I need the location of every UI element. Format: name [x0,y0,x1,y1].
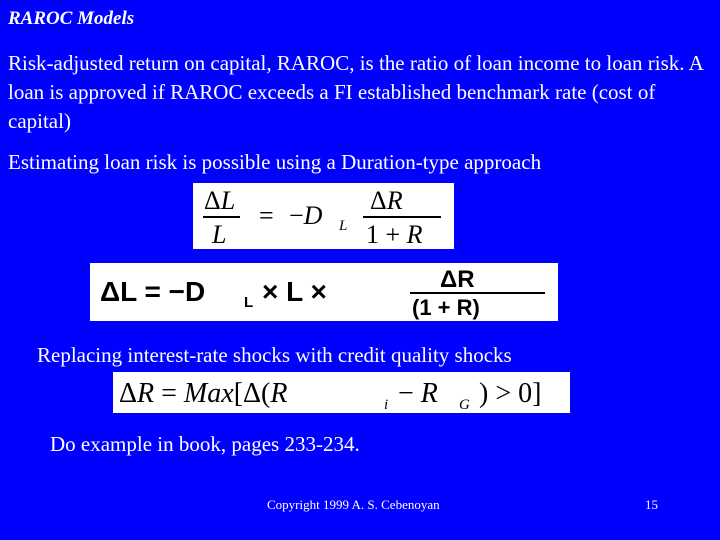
raroc-definition-text: Risk-adjusted return on capital, RAROC, is the ratio of loan income to loan risk. A loan is approved if RAROC exceeds a FI established benchmark rate (cost of capital) [8,51,703,133]
svg-text:=: = [259,201,274,230]
copyright-footer: Copyright 1999 A. S. Cebenoyan [267,497,440,512]
slide-title: RAROC Models [8,8,135,29]
svg-text:L: L [244,294,254,311]
svg-text:− R: − R [398,378,438,409]
svg-text:i: i [384,397,389,413]
svg-text:) > 0]: ) > 0] [479,378,542,409]
page-number: 15 [645,497,658,512]
credit-quality-shock-equation-image [113,372,570,413]
svg-text:ΔL: ΔL [204,186,236,215]
credit-shocks-text: Replacing interest-rate shocks with credit quality shocks [37,343,512,367]
svg-text:L: L [212,220,227,249]
loan-risk-text: Estimating loan risk is possible using a Duration-type approach [8,150,542,174]
svg-text:ΔR: ΔR [440,266,475,293]
svg-text:ΔL = −D: ΔL = −D [100,276,206,307]
svg-text:L: L [339,218,348,234]
loan-change-equation-image [90,263,558,321]
duration-equation-image [193,183,454,249]
svg-text:G: G [459,397,470,413]
svg-text:(1 + R): (1 + R) [412,295,480,320]
svg-text:× L ×: × L × [262,276,327,307]
example-reference-text: Do example in book, pages 233-234. [50,432,360,456]
svg-text:−D: −D [289,201,323,230]
svg-text:1 + R: 1 + R [366,220,423,249]
svg-text:ΔR = Max[Δ(R: ΔR = Max[Δ(R [119,378,288,409]
svg-text:ΔR: ΔR [370,186,403,215]
